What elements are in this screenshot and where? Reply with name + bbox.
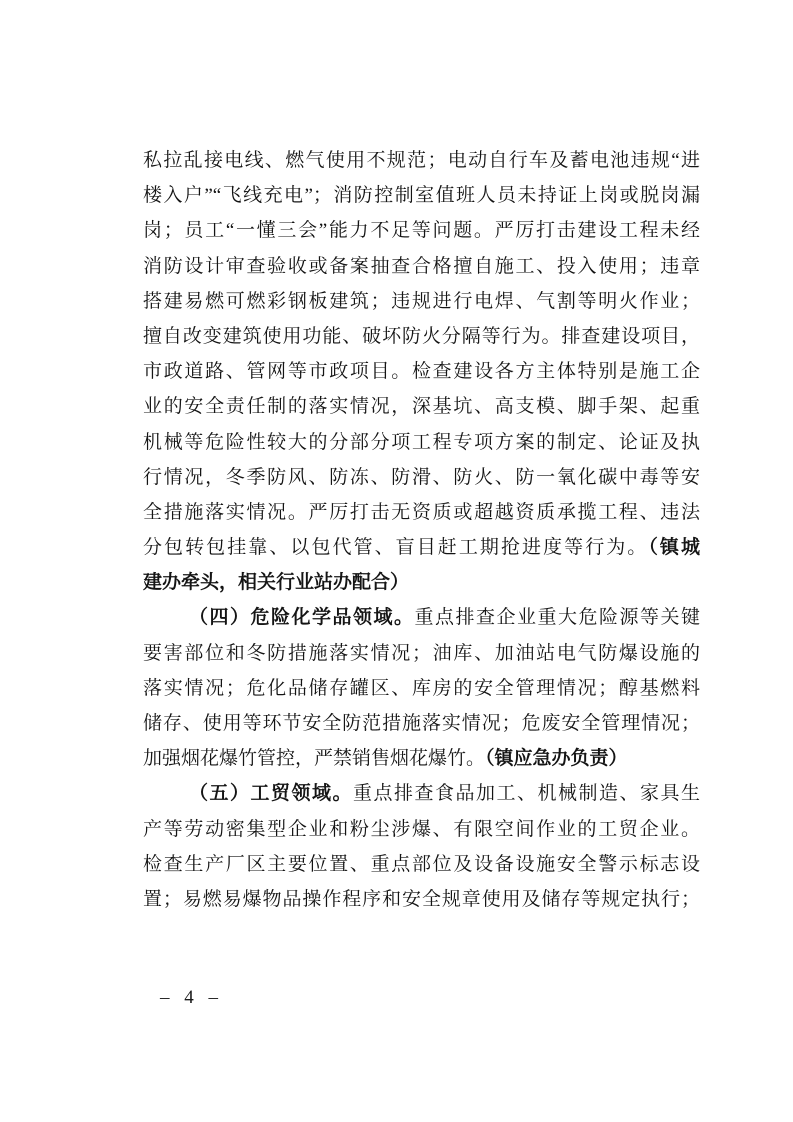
text-segment: 检查生产厂区主要位置、重点部位及设备设施安全警示标志设 bbox=[143, 853, 700, 875]
text-line bbox=[143, 530, 700, 565]
text-line bbox=[143, 460, 700, 495]
text-segment: 储存、使用等环节安全防范措施落实情况；危废安全管理情况； bbox=[143, 713, 700, 734]
text-segment: 重点排查企业重大危险源等关键 bbox=[414, 607, 700, 629]
text-segment: 行情况，冬季防风、防冻、防滑、防火、防一氧化碳中毒等安 bbox=[143, 466, 700, 488]
text-line bbox=[143, 741, 700, 776]
text-segment: 置；易燃易爆物品操作程序和安全规章使用及储存等规定执行； bbox=[143, 888, 700, 910]
page-number: – 4 – bbox=[160, 987, 223, 1008]
text-segment: 全措施落实情况。严厉打击无资质或超越资质承揽工程、违法 bbox=[143, 501, 700, 523]
text-line bbox=[143, 249, 700, 284]
text-line bbox=[143, 812, 700, 847]
text-segment: 分包转包挂靠、以包代管、盲目赶工期抢进度等行为。 bbox=[143, 537, 649, 559]
document-body bbox=[143, 143, 700, 917]
text-segment: 机械等危险性较大的分部分项工程专项方案的制定、论证及执 bbox=[143, 431, 700, 453]
text-segment: 私拉乱接电线、燃气使用不规范；电动自行车及蓄电池违规“进 bbox=[143, 150, 700, 171]
text-segment: 重点排查食品加工、机械制造、家具生 bbox=[353, 783, 700, 805]
text-line bbox=[143, 284, 700, 319]
text-segment: 产等劳动密集型企业和粉尘涉爆、有限空间作业的工贸企业。 bbox=[143, 818, 700, 840]
text-segment: （五）工贸领域。 bbox=[189, 783, 353, 805]
text-line bbox=[143, 600, 700, 635]
text-segment: （镇应急办负责） bbox=[485, 748, 628, 770]
text-segment: 加强烟花爆竹管控，严禁销售烟花爆竹。 bbox=[143, 748, 486, 770]
text-line bbox=[143, 143, 700, 178]
text-line bbox=[143, 354, 700, 389]
text-line bbox=[143, 178, 700, 213]
text-segment: 楼入户”“飞线充电”；消防控制室值班人员未持证上岗或脱岗漏 bbox=[143, 185, 700, 207]
text-line bbox=[143, 776, 700, 811]
text-line bbox=[143, 495, 700, 530]
text-segment: 消防设计审查验收或备案抽查合格擅自施工、投入使用；违章 bbox=[143, 255, 700, 277]
text-segment: 擅自改变建筑使用功能、破坏防火分隔等行为。排查建设项目， bbox=[143, 325, 700, 347]
text-line bbox=[143, 706, 700, 741]
text-segment: 市政道路、管网等市政项目。检查建设各方主体特别是施工企 bbox=[143, 361, 700, 383]
text-line bbox=[143, 882, 700, 917]
text-line bbox=[143, 636, 700, 671]
text-line bbox=[143, 319, 700, 354]
text-line bbox=[143, 847, 700, 882]
text-segment: 要害部位和冬防措施落实情况；油库、加油站电气防爆设施的 bbox=[143, 642, 700, 664]
text-segment: （四）危险化学品领域。 bbox=[189, 607, 415, 629]
text-segment: 建办牵头，相关行业站办配合） bbox=[143, 572, 410, 594]
text-segment: （镇城 bbox=[648, 537, 700, 559]
text-line bbox=[143, 671, 700, 706]
text-line bbox=[143, 389, 700, 424]
text-line bbox=[143, 565, 700, 600]
text-segment: 落实情况；危化品储存罐区、库房的安全管理情况；醇基燃料 bbox=[143, 677, 700, 699]
text-line bbox=[143, 213, 700, 248]
text-segment: 搭建易燃可燃彩钢板建筑；违规进行电焊、气割等明火作业； bbox=[143, 290, 700, 312]
text-segment: 岗；员工“一懂三会”能力不足等问题。严厉打击建设工程未经 bbox=[143, 220, 700, 242]
text-segment: 业的安全责任制的落实情况，深基坑、高支模、脚手架、起重 bbox=[143, 396, 700, 418]
text-line bbox=[143, 425, 700, 460]
